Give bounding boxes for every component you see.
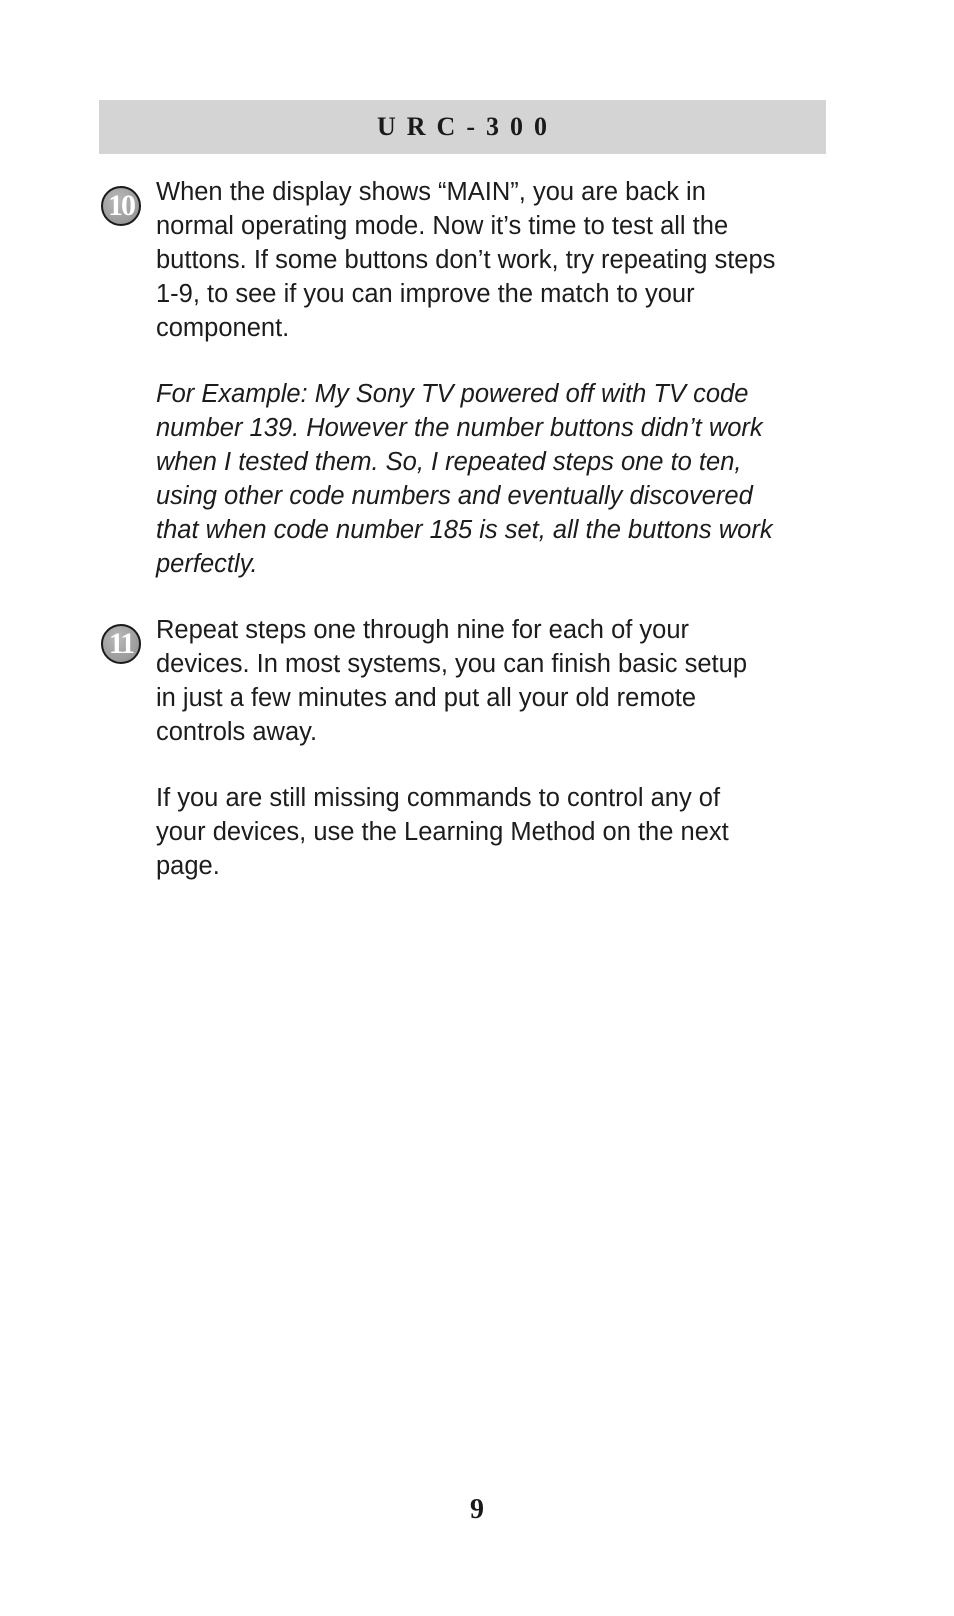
step-11-badge: 11 — [101, 624, 141, 664]
step-10-example: For Example: My Sony TV powered off with TV code number 139. However the number buttons didn’t work when I tested them. So, I repeated steps one to ten, using other code numbers and eventually discovered that when code number 185 is set, all the buttons work perfectly. — [156, 380, 773, 578]
page-number: 9 — [470, 1494, 484, 1525]
step-11-instructions: Repeat steps one through nine for each of your devices. In most systems, you can finish basic setup in just a few minutes and put all your old remote controls away. — [156, 616, 748, 746]
step-11-learning-note: If you are still missing commands to control any of your devices, use the Learning Method on the next page. — [156, 784, 729, 880]
step-10-badge: 10 — [101, 186, 141, 226]
header-bar — [99, 100, 826, 154]
header-title: URC-300 — [377, 112, 558, 141]
step-10-instructions: When the display shows “MAIN”, you are back in normal operating mode. Now it’s time to test all the buttons. If some buttons don’t work, try repeating steps 1-9, to see if you can improve the match to your component. — [156, 178, 776, 342]
